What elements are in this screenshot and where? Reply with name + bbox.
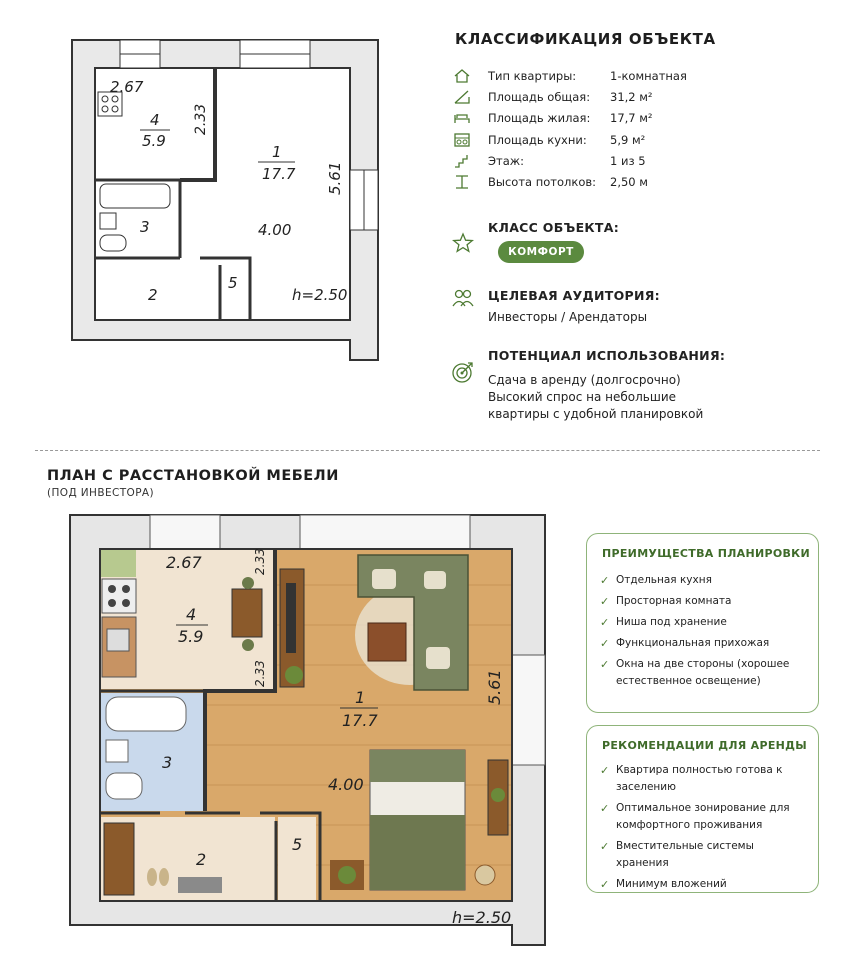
- kitchen-depth-label: 2.33: [193, 103, 209, 135]
- row-value: 31,2 м²: [610, 90, 653, 104]
- check-icon: ✓: [600, 764, 610, 777]
- audience-text: Инвесторы / Арендаторы: [488, 310, 648, 324]
- stairs-icon: [453, 152, 471, 170]
- stove-icon: [453, 131, 471, 149]
- target-icon: [451, 360, 475, 384]
- kitchen-width-label: 2.67: [110, 78, 144, 96]
- row-key: Высота потолков:: [488, 175, 597, 189]
- row-value: 2,50 м: [610, 175, 648, 189]
- row-key: Площадь кухни:: [488, 133, 587, 147]
- check-icon: ✓: [600, 658, 610, 671]
- object-class-badge: КОМФОРТ: [498, 241, 584, 263]
- check-icon: ✓: [600, 574, 610, 587]
- list-item: ✓ Минимум вложений: [600, 878, 727, 891]
- check-icon: ✓: [600, 595, 610, 608]
- floor-plan-top: [0, 0, 420, 370]
- row-key: Тип квартиры:: [488, 69, 577, 83]
- list-item: ✓ Отдельная кухня: [600, 574, 712, 587]
- furnished-plan-subtitle: (ПОД ИНВЕСТОРА): [47, 487, 155, 499]
- height-label: h=2.50: [452, 908, 512, 927]
- kitchen-number-label: 4: [150, 111, 160, 129]
- row-value: 17,7 м²: [610, 111, 653, 125]
- list-item: ✓ Просторная комната: [600, 595, 732, 608]
- classification-title: КЛАССИФИКАЦИЯ ОБЪЕКТА: [455, 30, 716, 48]
- users-icon: [451, 287, 475, 309]
- advantages-box: [586, 533, 819, 713]
- star-icon: [452, 232, 474, 254]
- kitchen-depth-bottom-label: 2.33: [253, 660, 267, 687]
- bed-icon: [453, 109, 471, 127]
- list-item: ✓ Окна на две стороны (хорошее естественное освещение): [600, 658, 790, 687]
- hall-number-label: 2: [196, 850, 207, 869]
- audience-label: ЦЕЛЕВАЯ АУДИТОРИЯ:: [488, 288, 660, 303]
- potential-line-2: Высокий спрос на небольшие: [488, 390, 677, 404]
- height-label: h=2.50: [292, 286, 348, 304]
- check-icon: ✓: [600, 637, 610, 650]
- list-item: ✓ Ниша под хранение: [600, 616, 727, 629]
- list-item: ✓ Вместительные системы хранения: [600, 840, 754, 869]
- home-icon: [453, 67, 471, 85]
- kitchen-depth-top-label: 2.33: [253, 548, 267, 575]
- list-item: ✓ Оптимальное зонирование для комфортного проживания: [600, 802, 790, 831]
- room-number-label: 1: [272, 143, 282, 161]
- row-value: 1-комнатная: [610, 69, 687, 83]
- potential-label: ПОТЕНЦИАЛ ИСПОЛЬЗОВАНИЯ:: [488, 348, 726, 363]
- room-area-label: 17.7: [342, 711, 378, 730]
- ceiling-height-icon: [453, 173, 471, 191]
- object-class-label: КЛАСС ОБЪЕКТА:: [488, 220, 620, 235]
- row-value: 1 из 5: [610, 154, 646, 168]
- potential-line-1: Сдача в аренду (долгосрочно): [488, 373, 681, 387]
- bath-number-label: 3: [162, 753, 173, 772]
- room-width-label: 4.00: [328, 775, 364, 794]
- list-item: ✓ Квартира полностью готова к заселению: [600, 764, 783, 793]
- hall-number-label: 2: [148, 286, 158, 304]
- check-icon: ✓: [600, 840, 610, 853]
- room-area-label: 17.7: [262, 165, 296, 183]
- bath-number-label: 3: [140, 218, 150, 236]
- furnished-plan-title: ПЛАН С РАССТАНОВКОЙ МЕБЕЛИ: [47, 468, 339, 484]
- room-length-label: 5.61: [485, 669, 504, 705]
- area-total-icon: [453, 88, 471, 106]
- kitchen-area-label: 5.9: [178, 627, 204, 646]
- advantages-title: ПРЕИМУЩЕСТВА ПЛАНИРОВКИ: [602, 547, 810, 560]
- kitchen-number-label: 4: [186, 605, 197, 624]
- check-icon: ✓: [600, 802, 610, 815]
- room-number-label: 1: [355, 688, 366, 707]
- section-divider: [35, 450, 820, 451]
- row-key: Площадь общая:: [488, 90, 591, 104]
- row-key: Площадь жилая:: [488, 111, 591, 125]
- check-icon: ✓: [600, 616, 610, 629]
- floor-plan-furnished: [0, 505, 560, 960]
- closet-number-label: 5: [228, 274, 238, 292]
- kitchen-width-label: 2.67: [166, 553, 202, 572]
- row-value: 5,9 м²: [610, 133, 646, 147]
- closet-number-label: 5: [292, 835, 303, 854]
- rent-recommendations-box: [586, 725, 819, 893]
- row-key: Этаж:: [488, 154, 525, 168]
- rent-title: РЕКОМЕНДАЦИИ ДЛЯ АРЕНДЫ: [602, 739, 807, 752]
- potential-line-3: квартиры с удобной планировкой: [488, 407, 704, 421]
- list-item: ✓ Функциональная прихожая: [600, 637, 770, 650]
- kitchen-area-label: 5.9: [142, 132, 166, 150]
- room-width-label: 4.00: [258, 221, 292, 239]
- check-icon: ✓: [600, 878, 610, 891]
- room-length-label: 5.61: [326, 161, 344, 195]
